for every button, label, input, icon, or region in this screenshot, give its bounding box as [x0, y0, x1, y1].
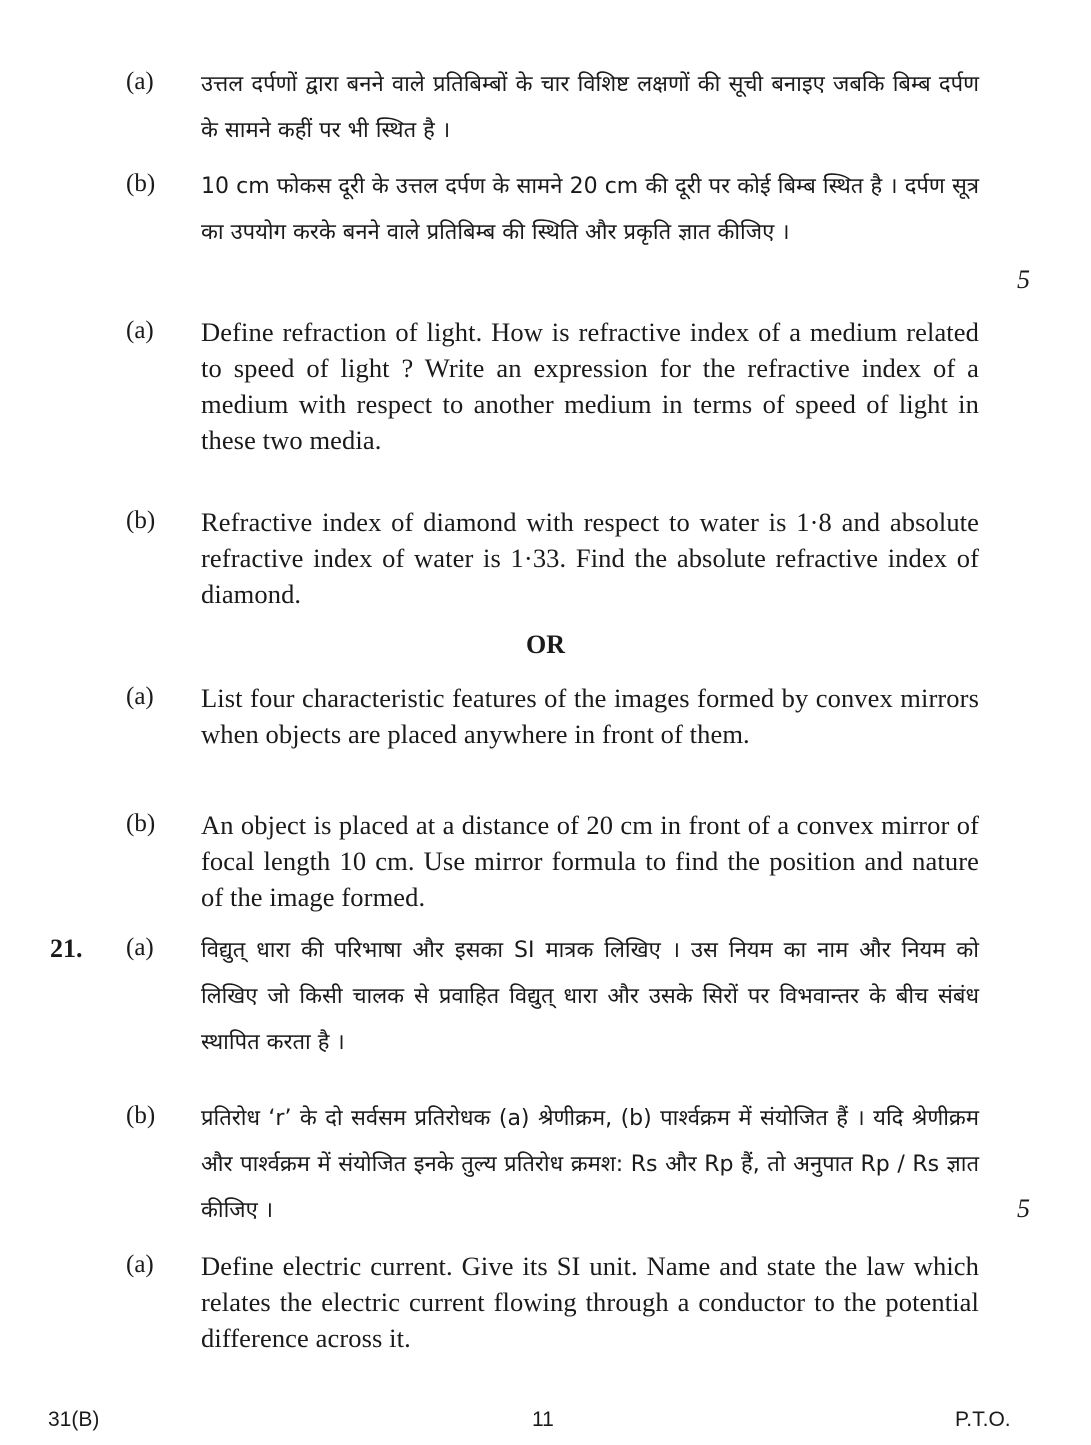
- footer-pto: P.T.O.: [955, 1408, 1011, 1431]
- item-label: (a): [126, 683, 154, 710]
- item-label: (a): [126, 1251, 154, 1278]
- footer-paper-code: 31(B): [48, 1408, 100, 1431]
- item-label: (b): [126, 170, 156, 197]
- item-text: Refractive index of diamond with respect to water is 1·8 and absolute refractive index of water is 1·33. Find the absolute refractive index of diamond.: [201, 507, 979, 609]
- item-label: (a): [126, 68, 154, 95]
- question-number: 21.: [50, 934, 83, 963]
- item-label: (a): [126, 317, 154, 344]
- item-label: (a): [126, 934, 154, 961]
- item-text: Define refraction of light. How is refractive index of a medium related to speed of light ? Write an expression for the refractive index of a medium with respect to another medium in terms of speed of light in these two media.: [201, 317, 979, 455]
- footer-page-number: 11: [532, 1408, 554, 1431]
- item-text: उत्तल दर्पणों द्वारा बनने वाले प्रतिबिम्बों के चार विशिष्ट लक्षणों की सूची बनाइए जबकि बिम्ब दर्पण के सामने कहीं पर भी स्थित है ।: [201, 72, 979, 143]
- marks: 5: [1017, 265, 1030, 294]
- item-text: विद्युत् धारा की परिभाषा और इसका SI मात्रक लिखिए । उस नियम का नाम और नियम को लिखिए जो किसी चालक से प्रवाहित विद्युत् धारा और उसके सिरों पर विभवान्तर के बीच संबंध स्थापित करता है ।: [201, 938, 979, 1055]
- marks: 5: [1017, 1194, 1030, 1223]
- item-text: List four characteristic features of the images formed by convex mirrors when objects are placed anywhere in front of them.: [201, 683, 979, 749]
- item-label: (b): [126, 1102, 156, 1129]
- item-text: An object is placed at a distance of 20 cm in front of a convex mirror of focal length 10 cm. Use mirror formula to find the position and nature of the image formed.: [201, 810, 979, 912]
- item-label: (b): [126, 810, 156, 837]
- item-text: 10 cm फोकस दूरी के उत्तल दर्पण के सामने 20 cm की दूरी पर कोई बिम्ब स्थित है । दर्पण सूत्र का उपयोग करके बनने वाले प्रतिबिम्ब की स्थिति और प्रकृति ज्ञात कीजिए ।: [201, 174, 979, 245]
- or-separator: OR: [526, 630, 565, 659]
- item-label: (b): [126, 507, 156, 534]
- item-text: प्रतिरोध ‘r’ के दो सर्वसम प्रतिरोधक (a) श्रेणीक्रम, (b) पार्श्वक्रम में संयोजित हैं । यदि श्रेणीक्रम और पार्श्वक्रम में संयोजित इनके तुल्य प्रतिरोध क्रमश: Rs और Rp हैं, तो अनुपात Rp / Rs ज्ञात कीजिए ।: [201, 1106, 979, 1223]
- item-text: Define electric current. Give its SI unit. Name and state the law which relates the electric current flowing through a conductor to the potential difference across it.: [201, 1251, 979, 1353]
